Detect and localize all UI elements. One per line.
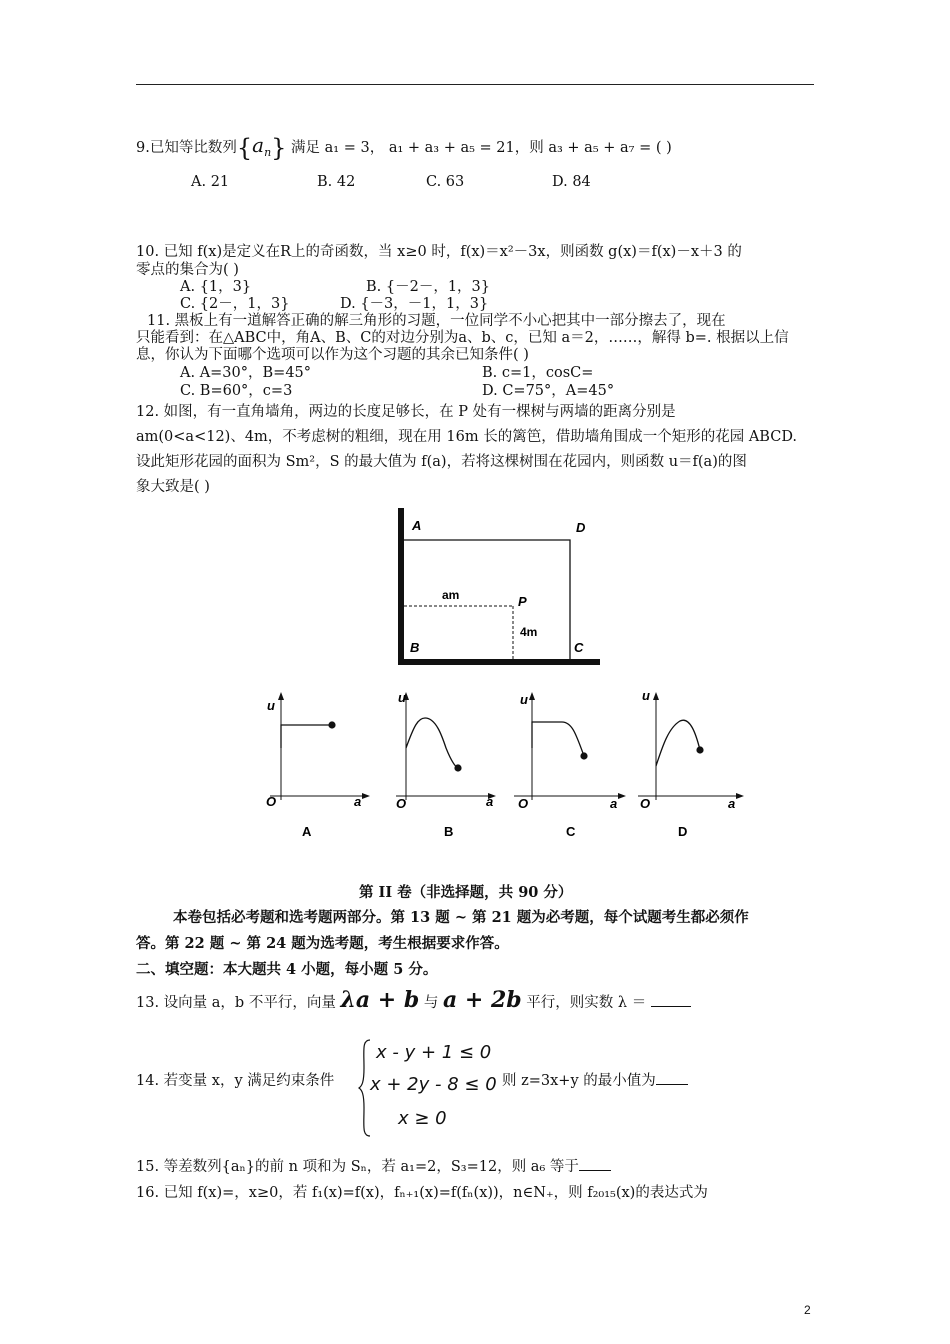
q10-option-d: D. {－3，－1，1，3} <box>340 296 489 312</box>
q9-option-d: D. 84 <box>552 174 591 190</box>
q13-answer-blank <box>651 994 691 1007</box>
graph-c-origin: O <box>518 796 529 811</box>
graph-b-a: a <box>486 794 494 809</box>
graph-c-a: a <box>610 796 618 811</box>
q15-wrap <box>136 1155 611 1176</box>
graph-option-a <box>262 688 374 840</box>
q9-seq-sub: n <box>264 145 272 159</box>
part2-title: 第 II 卷（非选择题，共 90 分） <box>359 884 573 901</box>
wall-horizontal <box>398 659 600 665</box>
q12-line1: 12. 如图，有一直角墙角，两边的长度足够长，在 P 处有一棵树与两墙的距离分别是 <box>136 404 676 420</box>
q14-constraint1: x - y + 1 ≤ 0 <box>376 1042 492 1063</box>
q13-mid: 与 <box>423 995 439 1011</box>
q9-option-c: C. 63 <box>426 174 465 190</box>
page-number: 2 <box>804 1303 811 1317</box>
q13-pre: 13. 设向量 a，b 不平行，向量 <box>136 995 336 1011</box>
garden-figure <box>390 500 605 670</box>
graph-c-u: u <box>520 692 528 707</box>
graph-b-caption: B <box>444 824 454 839</box>
graph-option-c <box>510 688 630 840</box>
q11-option-a: A. A=30°，B=45° <box>180 365 312 381</box>
graph-b-origin: O <box>396 796 407 811</box>
q9-option-b: B. 42 <box>317 174 356 190</box>
q9-seq: a <box>252 133 265 157</box>
q15-text: 15. 等差数列{aₙ}的前 n 项和为 Sₙ，若 a₁=2，S₃=12，则 a₆ 等于 <box>136 1159 579 1175</box>
label-b-vertex: B <box>410 640 420 655</box>
section-heading: 二、填空题：本大题共 4 小题，每小题 5 分。 <box>136 961 438 978</box>
graph-d-origin: O <box>640 796 651 811</box>
q16-text: 16. 已知 f(x)=，x≥0，若 f₁(x)=f(x)，fₙ₊₁(x)=f(fₙ(x))，n∈N₊，则 f₂₀₁₅(x)的表达式为 <box>136 1185 708 1201</box>
q14-pre: 14. 若变量 x，y 满足约束条件 <box>136 1073 335 1089</box>
q10-option-b: B. {－2－，1，3} <box>366 279 491 295</box>
q10-line2: 零点的集合为( ) <box>136 262 239 278</box>
q13-expr1: λa + b <box>340 987 420 1013</box>
q11-line3: 息，你认为下面哪个选项可以作为这个习题的其余已知条件( ) <box>136 347 529 363</box>
graph-b-u: u <box>398 690 406 705</box>
label-4m: 4m <box>520 625 538 639</box>
part2-intro-line2: 答。第 22 题 ~ 第 24 题为选考题，考生根据要求作答。 <box>136 935 509 952</box>
part2-intro-line1: 本卷包括必考题和选考题两部分。第 13 题 ~ 第 21 题为必考题，每个试题考生都必须作 <box>173 909 749 926</box>
q11-line1: 11. 黑板上有一道解答正确的解三角形的习题，一位同学不小心把其中一部分擦去了，现在 <box>147 313 726 329</box>
q14-post-wrap <box>502 1069 688 1090</box>
label-d-vertex: D <box>576 520 586 535</box>
label-p: P <box>518 594 527 609</box>
q12-line2: am(0<a<12)、4m，不考虑树的粗细，现在用 16m 长的篱笆，借助墙角围成一个矩形的花园 ABCD. <box>136 429 798 445</box>
q10-line1: 10. 已知 f(x)是定义在R上的奇函数，当 x≥0 时，f(x)＝x²－3x，则函数 g(x)＝f(x)－x＋3 的 <box>136 244 742 260</box>
q14-answer-blank <box>656 1072 688 1085</box>
q14-constraint3: x ≥ 0 <box>398 1108 447 1129</box>
q12-line3: 设此矩形花园的面积为 Sm²，S 的最大值为 f(a)，若将这棵树围在花园内，则函数 u＝f(a)的图 <box>136 454 747 470</box>
graph-option-b <box>388 688 500 840</box>
q14-constraint2: x + 2y - 8 ≤ 0 <box>370 1074 497 1095</box>
graph-a-origin: O <box>266 794 277 809</box>
q11-option-c: C. B=60°，c=3 <box>180 383 293 399</box>
q10-option-c: C. {2－，1，3} <box>180 296 290 312</box>
top-rule <box>136 84 814 85</box>
q14-constraint-system <box>358 1038 508 1138</box>
wall-vertical <box>398 508 404 665</box>
q15-answer-blank <box>579 1158 611 1171</box>
q12-line4: 象大致是( ) <box>136 479 210 495</box>
label-am: am <box>442 588 460 602</box>
q9-stem: 9.已知等比数列$\{a_n\}$ 满足 a₁ = 3， a₁ + a₃ + a₅ = 21，则 a₃ + a₅ + a₇ = ( ) <box>136 133 672 162</box>
q10-option-a: A. {1，3} <box>180 279 252 295</box>
graph-a-caption: A <box>302 824 312 839</box>
graph-d-a: a <box>728 796 736 811</box>
label-c-vertex: C <box>574 640 584 655</box>
q14-post: 则 z=3x+y 的最小值为 <box>502 1073 656 1089</box>
graph-a-a: a <box>354 794 362 809</box>
graph-d-caption: D <box>678 824 688 839</box>
q13 <box>136 987 691 1013</box>
q13-post: 平行，则实数 λ ＝ <box>526 995 647 1011</box>
graph-option-d <box>632 688 752 840</box>
q11-option-b: B. c=1，cosC= <box>482 365 594 381</box>
q11-option-d: D. C=75°，A=45° <box>482 383 615 399</box>
graph-a-u: u <box>267 698 275 713</box>
q11-line2: 只能看到：在△ABC中，角A、B、C的对边分别为a、b、c，已知 a＝2，……，解得 b=. 根据以上信 <box>136 330 789 346</box>
q9-stem-pre: 9.已知等比数列 <box>136 140 237 156</box>
graph-c-caption: C <box>566 824 576 839</box>
q9-stem-post: 满足 a₁ = 3， a₁ + a₃ + a₅ = 21，则 a₃ + a₅ + a₇ = ( ) <box>291 140 672 156</box>
garden-fence <box>404 540 570 659</box>
graph-d-u: u <box>642 688 650 703</box>
q13-expr2: a + 2b <box>442 987 522 1013</box>
label-a-vertex: A <box>412 518 422 533</box>
q9-option-a: A. 21 <box>191 174 230 190</box>
